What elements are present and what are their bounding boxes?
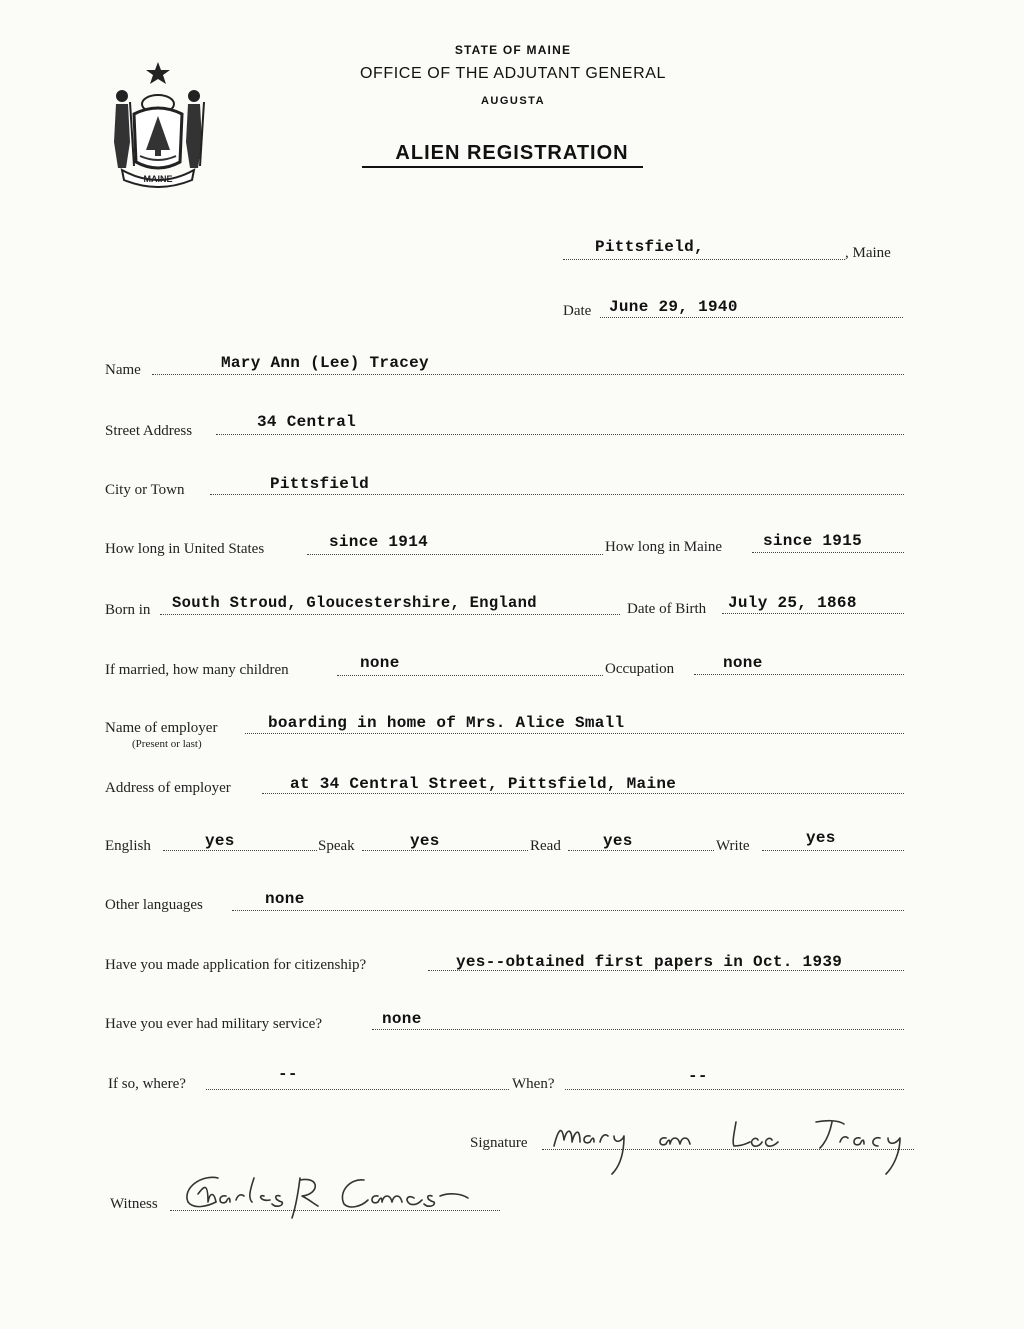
maine-label: , Maine <box>845 245 891 261</box>
state-heading: STATE OF MAINE <box>454 43 572 57</box>
speak-line <box>362 850 528 851</box>
name-value: Mary Ann (Lee) Tracey <box>221 354 429 372</box>
other-languages-label: Other languages <box>105 897 203 913</box>
street-address-value: 34 Central <box>257 413 357 431</box>
employer-sublabel: (Present or last) <box>132 738 202 750</box>
english-value: yes <box>205 832 235 850</box>
employer-address-value: at 34 Central Street, Pittsfield, Maine <box>290 775 677 793</box>
born-in-label: Born in <box>105 602 151 618</box>
city-town-line <box>210 494 904 495</box>
military-line <box>372 1029 904 1030</box>
when-line <box>565 1089 904 1090</box>
birth-date-line <box>722 613 904 614</box>
city-heading: AUGUSTA <box>480 95 546 107</box>
children-value: none <box>360 654 400 672</box>
other-languages-value: none <box>265 890 305 908</box>
employer-address-line <box>262 793 904 794</box>
employer-label: Name of employer <box>105 720 218 736</box>
witness-handwriting-image <box>178 1166 478 1236</box>
english-line <box>163 850 317 851</box>
form-title: ALIEN REGISTRATION <box>395 142 629 164</box>
date-line <box>600 317 903 318</box>
born-in-value: South Stroud, Gloucestershire, England <box>172 594 537 612</box>
speak-value: yes <box>410 832 440 850</box>
when-label: When? <box>512 1076 555 1092</box>
citizenship-label: Have you made application for citizenship? <box>105 957 367 973</box>
birth-date-label: Date of Birth <box>627 601 707 617</box>
read-line <box>568 850 714 851</box>
maine-duration-value: since 1915 <box>763 532 863 550</box>
witness-label: Witness <box>110 1196 158 1212</box>
maine-duration-label: How long in Maine <box>605 539 723 555</box>
military-label: Have you ever had military service? <box>105 1016 322 1032</box>
us-duration-label: How long in United States <box>105 541 265 557</box>
children-label: If married, how many children <box>105 662 289 678</box>
street-address-line <box>216 434 904 435</box>
location-line <box>563 259 845 260</box>
maine-duration-line <box>752 552 904 553</box>
name-label: Name <box>105 362 141 378</box>
other-languages-line <box>232 910 904 911</box>
street-address-label: Street Address <box>105 423 193 439</box>
employer-line <box>245 733 904 734</box>
title-underline <box>362 166 643 168</box>
speak-label: Speak <box>318 838 355 854</box>
employer-value: boarding in home of Mrs. Alice Small <box>268 714 625 732</box>
write-value: yes <box>806 829 836 847</box>
write-label: Write <box>716 838 750 854</box>
military-value: none <box>382 1010 422 1028</box>
english-label: English <box>105 838 151 854</box>
citizenship-value: yes--obtained first papers in Oct. 1939 <box>456 953 843 971</box>
city-town-label: City or Town <box>105 482 185 498</box>
city-town-value: Pittsfield <box>270 475 370 493</box>
occupation-line <box>694 674 904 675</box>
maine-state-seal-icon <box>104 58 212 188</box>
write-line <box>762 850 904 851</box>
date-value: June 29, 1940 <box>609 298 738 316</box>
read-label: Read <box>530 838 561 854</box>
employer-address-label: Address of employer <box>105 780 231 796</box>
office-heading: OFFICE OF THE ADJUTANT GENERAL <box>359 65 667 82</box>
us-duration-line <box>307 554 603 555</box>
location-value: Pittsfield, <box>595 238 704 256</box>
signature-handwriting-image <box>548 1108 928 1180</box>
us-duration-value: since 1914 <box>329 533 429 551</box>
date-label: Date <box>563 303 592 319</box>
birth-date-value: July 25, 1868 <box>728 594 857 612</box>
occupation-value: none <box>723 654 763 672</box>
where-value: -- <box>278 1065 298 1083</box>
occupation-label: Occupation <box>605 661 675 677</box>
where-line <box>206 1089 509 1090</box>
where-label: If so, where? <box>108 1076 186 1092</box>
signature-label: Signature <box>470 1135 528 1151</box>
read-value: yes <box>603 832 633 850</box>
born-in-line <box>160 614 620 615</box>
children-line <box>337 675 603 676</box>
seal-banner-text: MAINE <box>143 174 173 184</box>
name-line <box>152 374 904 375</box>
when-value: -- <box>688 1067 708 1085</box>
